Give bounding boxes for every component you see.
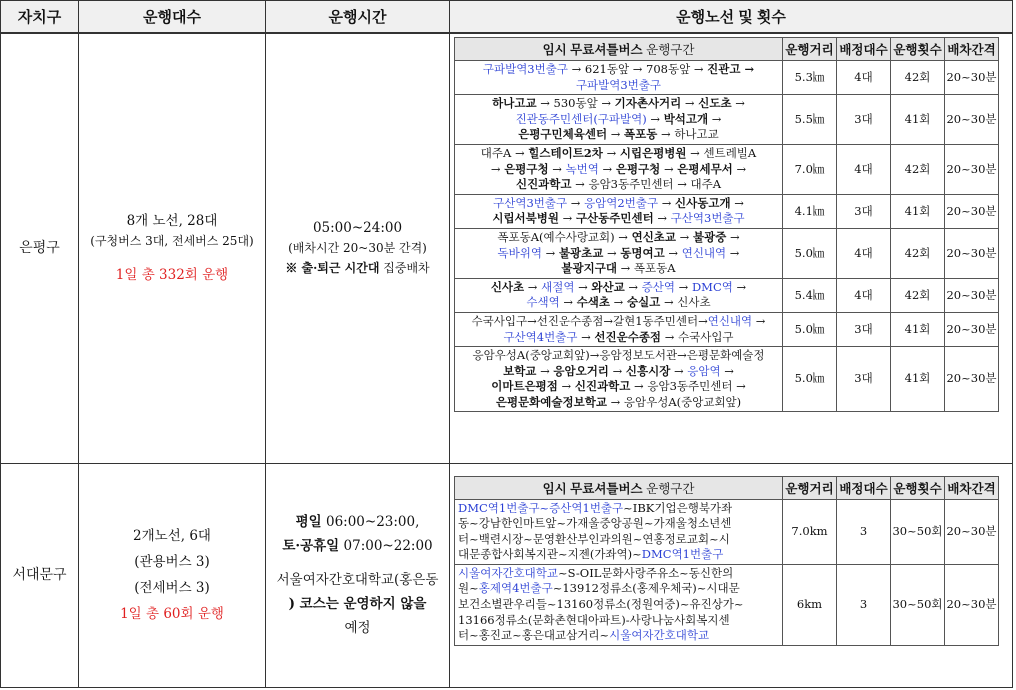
seodaemun-count-line1: 2개노선, 6대 bbox=[133, 528, 211, 544]
route-text: → 하나고교 bbox=[657, 127, 719, 142]
stop-bold: 은평구청 bbox=[615, 161, 661, 176]
peak-hours-label: ※ 출·퇴근 시간대 bbox=[285, 261, 380, 276]
route-interval: 20~30분 bbox=[945, 194, 999, 228]
seodaemun-inner-header bbox=[455, 476, 999, 499]
station-highlight: 구산역4번출구 bbox=[503, 329, 578, 344]
inner-header-distance: 운행거리 bbox=[783, 38, 837, 61]
route-line bbox=[458, 314, 779, 330]
stop-bold: 불광지구대 bbox=[561, 261, 617, 276]
route-row bbox=[455, 228, 999, 278]
route-line bbox=[458, 364, 779, 380]
stop-bold: 은평세무서 bbox=[677, 161, 733, 176]
route-text: 대주A → bbox=[480, 145, 529, 160]
station-highlight: 시울여자간호대학교 bbox=[609, 628, 710, 643]
inner-header-interval: 배차간격 bbox=[945, 38, 999, 61]
route-text: → bbox=[559, 211, 576, 226]
eunpyeong-row bbox=[1, 33, 1013, 463]
route-line bbox=[458, 516, 779, 532]
seodaemun-time-line5: 예정 bbox=[344, 620, 371, 636]
route-line bbox=[458, 613, 779, 629]
stop-bold: 숭실고 bbox=[626, 295, 661, 310]
route-text: 대문종합사회복지관~지젠(가좌역)~ bbox=[458, 547, 642, 562]
route-path bbox=[455, 278, 783, 312]
stop-bold: 동명여고 bbox=[620, 245, 665, 260]
route-text: → bbox=[524, 279, 542, 294]
route-text: 폭포동A(예수사랑교회) → bbox=[497, 229, 632, 244]
route-line bbox=[458, 196, 779, 212]
route-interval: 20~30분 bbox=[945, 228, 999, 278]
route-path bbox=[455, 347, 783, 412]
route-distance: 7.0km bbox=[783, 499, 837, 564]
seodaemun-hours bbox=[266, 463, 450, 687]
stop-bold: 은평구민체육센터 bbox=[518, 127, 608, 142]
stop-bold: 힐스테이트2차 bbox=[528, 145, 603, 160]
district-seodaemun: 서대문구 bbox=[1, 463, 79, 687]
route-text: → 센트레빌A bbox=[686, 145, 757, 160]
station-highlight: 구산역3번출구 bbox=[493, 195, 568, 210]
route-text: → bbox=[732, 279, 747, 294]
route-line bbox=[458, 246, 779, 262]
route-interval: 20~30분 bbox=[945, 347, 999, 412]
stop-bold: 신진과학고 bbox=[574, 379, 631, 394]
route-trips: 41회 bbox=[891, 347, 945, 412]
station-highlight: 구파발역3번출구 bbox=[482, 62, 568, 76]
inner-header-distance: 운행거리 bbox=[783, 476, 837, 499]
route-text: → bbox=[557, 379, 575, 394]
route-trips: 30~50회 bbox=[891, 499, 945, 564]
route-line bbox=[458, 62, 779, 78]
route-distance: 5.0㎞ bbox=[783, 347, 837, 412]
route-line bbox=[458, 127, 779, 143]
route-text: → 530동앞 → bbox=[536, 96, 615, 111]
inner-header-trips: 운행횟수 bbox=[891, 38, 945, 61]
stop-bold: 폭포동 bbox=[624, 127, 658, 142]
stop-bold: 진관고 → bbox=[707, 62, 755, 76]
seodaemun-time-line3: 서울여자간호대학교(홍은동 bbox=[276, 572, 439, 588]
route-row bbox=[455, 61, 999, 95]
route-text: 수국사입구→선진운수종점→갈현1동주민센터→ bbox=[471, 313, 708, 328]
route-text: → bbox=[664, 245, 682, 260]
stop-bold: 응암오거리 bbox=[553, 363, 609, 378]
route-line bbox=[458, 162, 779, 178]
route-line bbox=[458, 379, 779, 395]
route-text: → bbox=[548, 161, 566, 176]
eunpyeong-time-line1: 05:00~24:00 bbox=[312, 220, 403, 237]
route-text: → bbox=[670, 363, 688, 378]
route-interval: 20~30분 bbox=[945, 144, 999, 194]
stop-bold: 신사동고개 bbox=[675, 195, 731, 210]
inner-header-route: 임시 무료셔틀버스 운행구간 bbox=[455, 38, 783, 61]
route-row bbox=[455, 499, 999, 564]
station-highlight: 구파발역3번출구 bbox=[575, 77, 662, 92]
route-buses: 4대 bbox=[837, 144, 891, 194]
route-line bbox=[458, 348, 779, 364]
route-distance: 4.1㎞ bbox=[783, 194, 837, 228]
seodaemun-time-line2: 토·공휴일 07:00~22:00 bbox=[282, 538, 433, 554]
route-buses: 3대 bbox=[837, 347, 891, 412]
route-text: → 신사초 bbox=[660, 295, 711, 310]
station-highlight: 증산역 bbox=[641, 279, 675, 294]
seodaemun-bus-count bbox=[79, 463, 266, 687]
route-text: → bbox=[730, 195, 744, 210]
stop-bold: 선진운수종점 bbox=[594, 329, 662, 344]
route-text: 13166정류소(문화촌현대아파트)-사랑나눔사회복지센 bbox=[458, 612, 730, 627]
seodaemun-count-total: 1일 총 60회 운행 bbox=[120, 606, 224, 622]
route-text: → bbox=[490, 161, 505, 176]
route-text: 동~강남한인마트앞~가재울중앙공원~가재울청소년센 bbox=[458, 516, 732, 531]
route-buses: 4대 bbox=[837, 228, 891, 278]
eunpyeong-hours bbox=[266, 33, 450, 463]
stop-bold: 박석고개 bbox=[663, 111, 709, 126]
route-text: → bbox=[676, 229, 693, 244]
inner-header-buses: 배정대수 bbox=[837, 476, 891, 499]
route-trips: 30~50회 bbox=[891, 564, 945, 645]
route-text: → bbox=[608, 363, 626, 378]
route-distance: 5.0㎞ bbox=[783, 228, 837, 278]
inner-header-interval: 배차간격 bbox=[945, 476, 999, 499]
route-text: → bbox=[675, 279, 692, 294]
route-buses: 3 bbox=[837, 499, 891, 564]
stop-bold: 신흥시장 bbox=[625, 363, 671, 378]
route-path bbox=[455, 564, 783, 645]
station-highlight: 수색역 bbox=[526, 295, 560, 310]
route-line bbox=[458, 261, 779, 277]
station-highlight: 시울여자간호대학교 bbox=[458, 565, 558, 580]
route-row bbox=[455, 95, 999, 145]
station-highlight: 응암역2번출구 bbox=[584, 195, 659, 210]
route-text: 터~홍진교~홍은대교삼거리~ bbox=[458, 628, 610, 643]
stop-bold: 시립은평병원 bbox=[619, 145, 687, 160]
route-trips: 42회 bbox=[891, 228, 945, 278]
route-text: → bbox=[602, 145, 620, 160]
eunpyeong-count-line2: (구청버스 3대, 전세버스 25대) bbox=[90, 234, 254, 249]
eunpyeong-inner-header bbox=[455, 38, 999, 61]
stop-bold: 신진과학고 bbox=[515, 177, 572, 192]
route-line bbox=[458, 280, 779, 296]
route-trips: 42회 bbox=[891, 278, 945, 312]
route-line bbox=[458, 501, 779, 517]
stop-bold: 수색초 bbox=[576, 295, 611, 310]
stop-bold: 불광초교 bbox=[558, 245, 604, 260]
route-text: → bbox=[603, 245, 621, 260]
route-path bbox=[455, 61, 783, 95]
route-interval: 20~30분 bbox=[945, 278, 999, 312]
header-routes: 운행노선 및 횟수 bbox=[450, 1, 1013, 34]
route-line bbox=[458, 547, 779, 563]
route-row bbox=[455, 194, 999, 228]
route-distance: 7.0㎞ bbox=[783, 144, 837, 194]
route-distance: 5.3㎞ bbox=[783, 61, 837, 95]
route-line bbox=[458, 566, 779, 582]
route-row bbox=[455, 312, 999, 346]
route-trips: 42회 bbox=[891, 144, 945, 194]
route-text: 응암우성A(중앙교회앞)→응암정보도서관→은평문화예술정 bbox=[472, 348, 765, 363]
route-line bbox=[458, 628, 779, 644]
route-text: → bbox=[536, 363, 554, 378]
route-path bbox=[455, 194, 783, 228]
station-highlight: DMC역1번출구 bbox=[641, 547, 724, 562]
route-text: → 수국사입구 bbox=[661, 329, 734, 344]
route-buses: 3 bbox=[837, 564, 891, 645]
route-text: ~13912정류소(홍제우체국)~시대문 bbox=[552, 581, 740, 596]
route-text: → bbox=[732, 161, 747, 176]
peak-hours-text: 집중배차 bbox=[379, 261, 430, 276]
route-distance: 5.0㎞ bbox=[783, 312, 837, 346]
header-district: 자치구 bbox=[1, 1, 79, 34]
inner-header-route: 임시 무료셔틀버스 운행구간 bbox=[455, 476, 783, 499]
station-highlight: 새절역 bbox=[541, 279, 575, 294]
route-trips: 42회 bbox=[891, 61, 945, 95]
eunpyeong-time-line3 bbox=[266, 258, 449, 278]
route-line bbox=[458, 177, 779, 193]
route-text: → 응암3동주민센터 → 대주A bbox=[571, 177, 722, 192]
route-text: → bbox=[577, 329, 595, 344]
stop-bold: 신도초 bbox=[698, 96, 732, 111]
station-highlight: 연신내역 bbox=[707, 313, 753, 328]
stop-bold: 연신초교 bbox=[631, 229, 677, 244]
station-highlight: 독바위역 bbox=[497, 245, 542, 260]
stop-bold: 구산동주민센터 bbox=[575, 211, 654, 226]
route-text: → bbox=[726, 229, 740, 244]
inner-header-buses: 배정대수 bbox=[837, 38, 891, 61]
route-buses: 3대 bbox=[837, 95, 891, 145]
seodaemun-route-cell bbox=[450, 463, 1013, 687]
route-buses: 3대 bbox=[837, 312, 891, 346]
station-highlight: 진관동주민센터(구파발역) bbox=[515, 111, 647, 126]
station-highlight: DMC역 bbox=[691, 279, 733, 294]
district-eunpyeong: 은평구 bbox=[1, 33, 79, 463]
route-line bbox=[458, 230, 779, 246]
stop-bold: 신사초 bbox=[490, 279, 525, 294]
route-text: → bbox=[653, 211, 671, 226]
route-interval: 20~30분 bbox=[945, 61, 999, 95]
inner-header-trips: 운행횟수 bbox=[891, 476, 945, 499]
route-interval: 20~30분 bbox=[945, 499, 999, 564]
stop-bold: 기자촌사거리 bbox=[614, 96, 682, 111]
route-line bbox=[458, 597, 779, 613]
stop-bold: 은평구청 bbox=[504, 161, 549, 176]
route-row bbox=[455, 564, 999, 645]
eunpyeong-time-line2: (배차시간 20~30분 간격) bbox=[288, 241, 427, 256]
station-highlight: 녹번역 bbox=[565, 161, 599, 176]
route-line bbox=[458, 295, 779, 311]
eunpyeong-route-cell bbox=[450, 33, 1013, 463]
route-text: ~S-OIL문화사랑주유소~동신한의 bbox=[557, 565, 734, 580]
route-text: ~IBK기업은행북가좌 bbox=[623, 500, 733, 515]
route-text: → 응암우성A(중앙교회앞) bbox=[606, 394, 742, 409]
route-text: → 응암3동주민센터 → bbox=[630, 379, 746, 394]
stop-bold: 하나고교 bbox=[492, 96, 537, 111]
route-text: → bbox=[598, 161, 616, 176]
route-text: → bbox=[720, 363, 734, 378]
route-text: → bbox=[624, 279, 642, 294]
route-trips: 41회 bbox=[891, 312, 945, 346]
route-text: → bbox=[681, 96, 699, 111]
route-buses: 4대 bbox=[837, 278, 891, 312]
route-line bbox=[458, 146, 779, 162]
route-row bbox=[455, 278, 999, 312]
eunpyeong-bus-count bbox=[79, 33, 266, 463]
route-text: → bbox=[646, 111, 664, 126]
route-path bbox=[455, 228, 783, 278]
route-text: → 폭포동A bbox=[616, 261, 676, 276]
seodaemun-route-table bbox=[454, 476, 999, 646]
stop-bold: 불광중 bbox=[692, 229, 727, 244]
stop-bold: 은평문화예술정보학교 bbox=[495, 394, 607, 409]
seodaemun-time-line1: 평일 06:00~23:00, bbox=[295, 514, 420, 530]
route-text: 보건소별관우리들~13160정류소(정원여중)~유진상가~ bbox=[458, 597, 744, 612]
header-hours: 운행시간 bbox=[266, 1, 450, 34]
route-trips: 41회 bbox=[891, 194, 945, 228]
route-text: → bbox=[658, 195, 676, 210]
route-line bbox=[458, 112, 779, 128]
route-text: → bbox=[574, 279, 592, 294]
route-row bbox=[455, 347, 999, 412]
route-text: → bbox=[541, 245, 559, 260]
station-highlight: 홍제역4번출구 bbox=[478, 581, 553, 596]
route-text: 원~ bbox=[458, 581, 479, 596]
station-highlight: DMC역1번출구~증산역1번출구 bbox=[458, 500, 624, 515]
route-line bbox=[458, 78, 779, 94]
seodaemun-count-line3: (전세버스 3) bbox=[134, 580, 210, 596]
route-text: → 621동앞 → 708동앞 → bbox=[567, 62, 708, 76]
route-distance: 5.5㎞ bbox=[783, 95, 837, 145]
station-highlight: 구산역3번출구 bbox=[670, 211, 745, 226]
route-text: → bbox=[607, 127, 625, 142]
station-highlight: 연신내역 bbox=[681, 245, 727, 260]
route-text: → bbox=[752, 313, 766, 328]
route-trips: 41회 bbox=[891, 95, 945, 145]
route-distance: 6km bbox=[783, 564, 837, 645]
route-text: → bbox=[567, 195, 585, 210]
seodaemun-count-line2: (관용버스 3) bbox=[134, 554, 210, 570]
header-bus-count: 운행대수 bbox=[79, 1, 266, 34]
route-path bbox=[455, 499, 783, 564]
header-row bbox=[1, 1, 1013, 34]
route-text: 터~백련시장~문영환산부인과의원~연홍정로교회~시 bbox=[458, 531, 730, 546]
stop-bold: 이마트은평점 bbox=[491, 379, 558, 394]
route-row bbox=[455, 144, 999, 194]
route-path bbox=[455, 312, 783, 346]
eunpyeong-count-total: 1일 총 332회 운행 bbox=[115, 267, 229, 284]
eunpyeong-route-table bbox=[454, 37, 999, 412]
seodaemun-time-line4: ) 코스는 운영하지 않을 bbox=[288, 596, 427, 612]
route-text: → bbox=[708, 111, 722, 126]
stop-bold: 와산교 bbox=[591, 279, 625, 294]
route-line bbox=[458, 96, 779, 112]
seodaemun-row bbox=[1, 463, 1013, 687]
route-buses: 4대 bbox=[837, 61, 891, 95]
route-line bbox=[458, 581, 779, 597]
route-interval: 20~30분 bbox=[945, 312, 999, 346]
route-text: → bbox=[726, 245, 740, 260]
route-line bbox=[458, 211, 779, 227]
route-line bbox=[458, 395, 779, 411]
eunpyeong-count-line1: 8개 노선, 28대 bbox=[126, 213, 218, 230]
route-buses: 3대 bbox=[837, 194, 891, 228]
route-text: → bbox=[731, 96, 745, 111]
route-interval: 20~30분 bbox=[945, 564, 999, 645]
route-interval: 20~30분 bbox=[945, 95, 999, 145]
route-path bbox=[455, 144, 783, 194]
route-distance: 5.4㎞ bbox=[783, 278, 837, 312]
route-line bbox=[458, 330, 779, 346]
stop-bold: 보학교 bbox=[503, 363, 537, 378]
route-line bbox=[458, 532, 779, 548]
station-highlight: 응암역 bbox=[687, 363, 721, 378]
route-text: → bbox=[559, 295, 577, 310]
route-path bbox=[455, 95, 783, 145]
route-text: → bbox=[610, 295, 627, 310]
stop-bold: 시립서북병원 bbox=[492, 211, 559, 226]
route-text: → bbox=[660, 161, 678, 176]
